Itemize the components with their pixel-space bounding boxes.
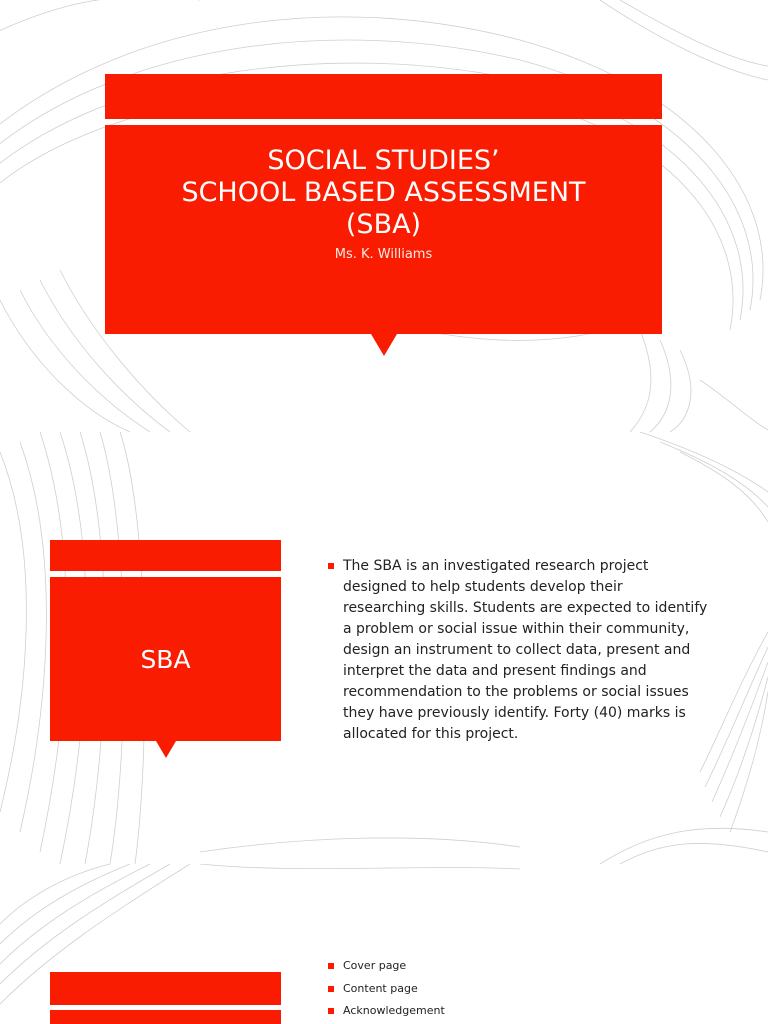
title-header-bar	[105, 74, 662, 119]
contents-header-bar	[50, 972, 281, 1005]
sba-slide	[0, 432, 768, 864]
contents-slide	[0, 864, 768, 1024]
contents-title-box	[50, 1010, 281, 1024]
contents-list	[328, 955, 628, 1023]
sba-description: The SBA is an investigated research project designed to help students develop their researching skills. Students are expected to identify a problem or social issue within their community, design an instrument to collect data, present and interpret the data and present findings and recommendation to the problems or social issues they have previously identify. Forty (40) marks is allocated for this project.	[328, 556, 708, 745]
title-line-2: SCHOOL BASED ASSESSMENT	[181, 177, 586, 208]
sba-box-pointer	[156, 741, 176, 758]
title-box	[105, 125, 662, 334]
contents-item-cover-page: Cover page	[328, 955, 628, 978]
sba-header-bar	[50, 540, 281, 571]
sba-description-list	[328, 556, 708, 745]
title-line-3: (SBA)	[345, 209, 422, 240]
title-line-1: SOCIAL STUDIES’	[267, 145, 500, 176]
contents-item-content-page: Content page	[328, 978, 628, 1001]
title-slide	[0, 0, 768, 432]
sba-title-box	[50, 577, 281, 741]
contents-item-acknowledgement: Acknowledgement	[328, 1000, 628, 1023]
title-box-pointer	[371, 334, 397, 356]
sba-title: SBA	[140, 644, 191, 674]
subtitle-author: Ms. K. Williams	[334, 247, 433, 262]
